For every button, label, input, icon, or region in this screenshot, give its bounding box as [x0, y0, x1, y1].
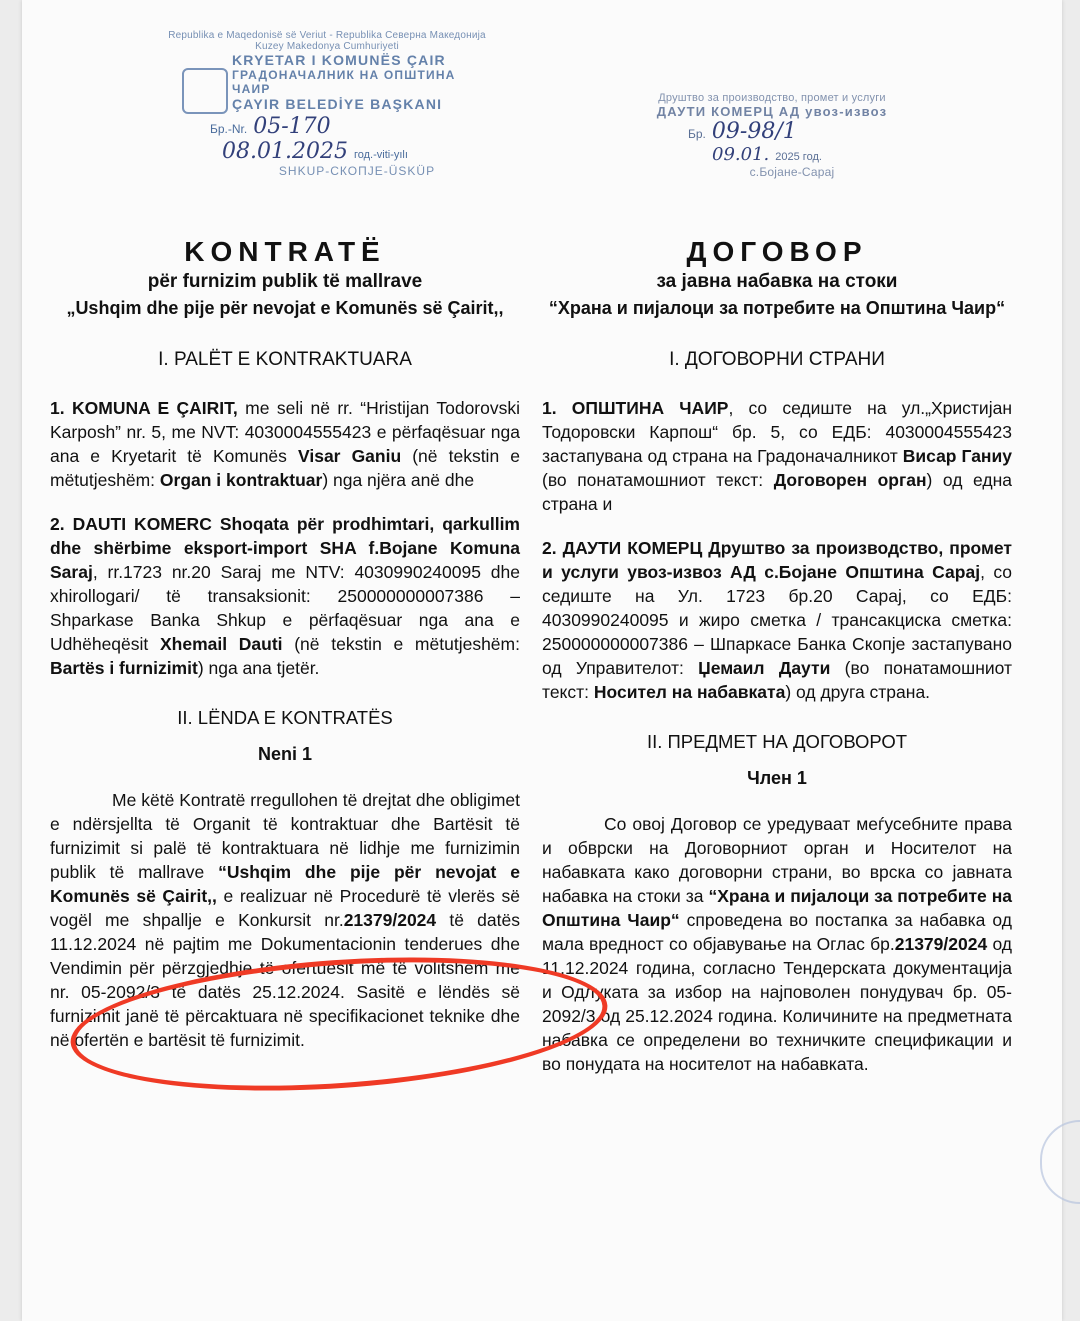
party-1-paragraph [50, 396, 520, 492]
article-number: Член 1 [747, 768, 807, 788]
party-representative: Visar Ganiu [298, 446, 402, 466]
party-text: , со седиште на Ул. 1723 бр.20 Сарај, со ЕДБ: 4030990240095 и жиро сметка / трансакциска сметка: 250000000007386 – Шпаркасе Банка Скопје застапувано од Управителот: [542, 562, 1013, 678]
stamp-line: Друштво за производство, промет и услуги [658, 92, 886, 104]
article-text: спроведена во постапка за набавка од мала вредност со објавување на Оглас бр. [542, 910, 1012, 954]
section-heading: II. LËNDA E KONTRATËS [177, 707, 393, 728]
stamp-nr-value: 05-170 [253, 114, 331, 139]
party-text: ) од една страна и [542, 470, 1012, 514]
stamp-date-suffix: год.-viti-yılı [353, 149, 408, 161]
notice-number: 21379/2024 [894, 934, 988, 954]
stamp-nr-label: Бр. [688, 127, 706, 141]
procurement-subject: “Храна и пијалоци за потребите на Општина Чаир“ [542, 886, 1012, 930]
stamp-date-value: 08.01.2025 [222, 139, 348, 164]
stamp-date-value: 09.01. [712, 144, 770, 165]
party-text: (во понатамошниот текст: [542, 658, 1013, 702]
party-name: 2. DAUTI KOMERC Shoqata për prodhimtari, qarkullim dhe shërbime eksport-import SHA f.Bojane Komuna Saraj [50, 514, 520, 582]
stamp-nr-label: Бр.-Nr. [210, 122, 248, 136]
contract-subject: „Ushqim dhe pije për nevojat e Komunës së Çairit,, [66, 298, 504, 318]
stamp-place: с.Бојане-Сарај [749, 165, 835, 179]
section-heading: I. ДОГОВОРНИ СТРАНИ [669, 349, 885, 370]
coat-of-arms-icon [182, 68, 228, 114]
contract-subtitle: за јавна набавка на стоки [656, 271, 898, 292]
party-role: Договорен орган [773, 470, 927, 490]
contract-title: ДОГОВОР [686, 236, 868, 267]
party-text: , rr.1723 nr.20 Saraj me NTV: 4030990240095 dhe xhirollogari/ të transaksionit: 250000000007386 – Shparkase Banka Shkup e përfaqësuar nga ana e Udhëheqësit [50, 562, 520, 654]
stamp-line: ГРАДОНАЧАЛНИК НА ОПШТИНА ЧАИР [232, 68, 456, 96]
stamp-line: Republika e Maqedonisë së Veriut - Republika Северна Македонија [168, 30, 486, 41]
contract-page [22, 0, 1062, 1321]
party-number: 1. [50, 398, 65, 418]
article-number: Neni 1 [257, 744, 313, 764]
party-representative: Џемаил Даути [698, 658, 831, 678]
party-text: ) nga njëra anë dhe [322, 470, 475, 490]
article-1-paragraph [542, 812, 1012, 1076]
party-representative: Xhemail Dauti [159, 634, 283, 654]
stamp-date-suffix: 2025 год. [775, 151, 822, 163]
article-text: të datës 11.12.2024 në pajtim me Dokumentacionin tenderues dhe Vendimin për përzgjedhje të ofertuesit më të volitshëm me nr. 05-2092/3 të datës 25.12.2024. Sasitë e lëndës së furnizimit janë të përcaktuara në specifikacionet teknike dhe në ofertën e bartësit të furnizimit. [50, 910, 520, 1050]
party-2-paragraph [542, 536, 1012, 704]
article-text: e realizuar në Procedurë të vlerës së vogël me shpallje e Konkursit nr. [50, 886, 520, 930]
party-name: KOMUNA E ÇAIRIT, [72, 398, 238, 418]
party-text: (në tekstin e mëtutjeshëm: [50, 446, 520, 490]
stamp-line: KRYETAR I KOMUNËS ÇAIR [232, 52, 446, 68]
party-text: (në tekstin e mëtutjeshëm: [282, 634, 520, 654]
municipality-stamp [162, 30, 492, 178]
party-representative: Висар Ганиу [902, 446, 1012, 466]
party-role: Bartës i furnizimit [50, 658, 198, 678]
party-name: 2. ДАУТИ КОМЕРЦ Друштво за производство, промет и услуги увоз-извоз АД с.Бојане Општина Сарај [542, 538, 1012, 582]
party-role: Носител на набавката [593, 682, 786, 702]
stamp-line: Kuzey Makedonya Cumhuriyeti [255, 41, 399, 52]
stamp-line: ÇAYIR BELEDİYE BAŞKANI [232, 96, 443, 112]
stamp-city: SHKUP-СКОПЈЕ-ÜSKÜP [278, 164, 436, 178]
party-text: ) од друга страна. [785, 682, 931, 702]
notice-number: 21379/2024 [343, 910, 437, 930]
party-text: me seli në rr. “Hristijan Todorovski Karposh” nr. 5, me NVT: 4030004555423 e përfaqësuar nga ana e Kryetarit të Komunës [50, 398, 520, 466]
contract-title: KONTRATË [184, 236, 386, 267]
party-text: ) nga ana tjetër. [197, 658, 320, 678]
macedonian-column [542, 236, 1013, 1096]
party-number: 1. [542, 398, 557, 418]
stamp-line: ДАУТИ КОМЕРЦ АД увоз-извоз [656, 104, 888, 119]
article-1-paragraph [50, 788, 520, 1052]
contract-subject: “Храна и пијалоци за потребите на Општина Чаир“ [548, 298, 1006, 318]
article-text: Со овој Договор се уредуваат меѓусебните права и обврски на Договорниот орган и Носителот на набавката како договорни страни, во врска со јавната набавка на стоки за [542, 814, 1012, 906]
article-text: од 11.12.2024 година, согласно Тендерската документација и Одлуката за избор на најповолен понудувач бр. 05-2092/3 од 25.12.2024 година. Количините на предметната набавка се определени во техничките спецификации и во понудата на носителот на набавката. [542, 934, 1013, 1074]
section-heading: I. PALËT E KONTRAKTUARA [158, 349, 412, 370]
contract-subtitle: për furnizim publik të mallrave [147, 271, 423, 292]
party-name: ОПШТИНА ЧАИР [571, 398, 729, 418]
procurement-subject: “Ushqim dhe pije për nevojat e Komunës së Çairit,, [50, 862, 520, 906]
albanian-column [50, 236, 520, 1072]
article-text: Me këtë Kontratë rregullohen të drejtat dhe obligimet e ndërsjellta të Organit të kontraktuar dhe Bartësit të furnizimit si palë të kontraktuara në lidhje me furnizimin publik të mallrave [50, 790, 520, 882]
stamp-nr-value: 09-98/1 [711, 119, 797, 144]
party-role: Organ i kontraktuar [159, 470, 323, 490]
party-text: , со седиште на ул.„Христијан Тодоровски Карпош“ бр. 5, со ЕДБ: 4030004555423 застапувана од страна на Градоначалникот [542, 398, 1012, 466]
section-heading: II. ПРЕДМЕТ НА ДОГОВОРОТ [646, 731, 908, 752]
party-2-paragraph [50, 512, 520, 680]
company-stamp [622, 92, 922, 179]
party-1-paragraph [542, 396, 1012, 516]
party-text: (во понатамошниот текст: [542, 470, 774, 490]
